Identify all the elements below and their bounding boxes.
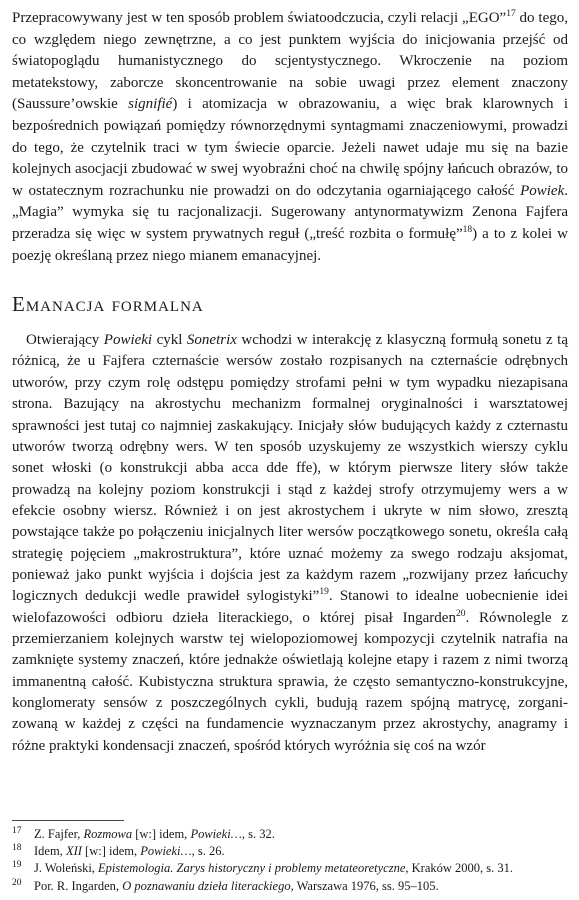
italic-text: Powieki… bbox=[190, 827, 242, 841]
footnote-number: 17 bbox=[12, 826, 22, 836]
italic-text: Epistemologia. Zarys historyczny i problemy metateoretyczne bbox=[98, 861, 406, 876]
footnote-text: Idem, XII [w:] idem, Powieki…, s. 26. bbox=[34, 844, 225, 859]
italic-text: Sonetrix bbox=[186, 332, 237, 349]
footnote-text: Z. Fajfer, Rozmowa [w:] idem, Powieki…, s. 32. bbox=[34, 827, 275, 841]
italic-text: XII bbox=[65, 844, 82, 859]
footnote-number: 19 bbox=[12, 860, 22, 871]
footnote-number: 20 bbox=[12, 877, 22, 888]
footnote-divider bbox=[12, 820, 124, 821]
footnote-ref: 19 bbox=[319, 587, 329, 598]
italic-text: Powiek bbox=[520, 182, 565, 199]
footnote-ref: 20 bbox=[455, 608, 466, 619]
body-paragraph-2: Otwierający Powieki cykl Sonetrix wchodzi w interakcję z klasyczną formułą sonetu z tą różnicą, że u Fajfera czternaście wersów zostało rozpisanych na czternaście odrębnych utworów, przy czym rolę odstępu pomiędzy strofami pełni w tym wypadku niezapisana strona. Bazujący na akrostychu mechanizm formalnej oryginalności i warsztatowej sprawności jest tutaj co najmniej zaskakujący. Inicjały słów budujących każdy z czternastu utworów tworzą odrębny wers. W ten sposób uzyskujemy ze wszystkich wierszy cyklu sonet włoski (o konstrukcji abba acca dde ffe), w którym pierwsze litery słów także prowadzą na kolejny poziom konstrukcji i stąd z każdej strofy otrzymujemy wers a w efekcie osobny wiersz. Również i on jest akrostychem i ukryte w nim słowo, zresztą powstające także po połączeniu inicjalnych liter wersów początkowego sonetu, określa całą strategię pojęciem „makrostruktura”, które uznać możemy za swego rodzaju aksjomat, ponieważ jako punkt wyjścia i dojścia jest za każdym razem „rozwijany przez łańcuchy logicznych dedukcji wedle prawideł sylogistyki”$^{19}$. Stanowi to idealne uobecnienie idei wielofazowości odbioru dzieła literackiego, o której pisał Ingarden$^{20}$. Równolegle z przemierzaniem kolejnych warstw tej wielopoziomowej kompozycji czytelnik natrafia na zamknięte systemy znaczeń, które jednakże oświetlają kolejne etapy i razem z nimi tworzą immanentną całość. Kubistyczna struktura sprawia, że często semantyczno-konstrukcyjne, konglomeraty sensów z poszczególnych cykli, budują razem spójną matrycę, zorganizowaną w każdej z części na fundamencie wyznaczanym przez akrostychy, anagramy i różne praktyki kondensacji znaczeń, spośród których wyróżnia się coś na wzór bbox=[12, 332, 569, 754]
footnote-text: Por. R. Ingarden, O poznawaniu dzieła literackiego, Warszawa 1976, ss. 95–105. bbox=[34, 878, 439, 893]
italic-text: Powieki… bbox=[140, 844, 192, 859]
footnote-item bbox=[12, 860, 568, 877]
footnote-item bbox=[12, 826, 568, 843]
section-heading: Emanacja formalna bbox=[12, 292, 204, 317]
footnote-number: 18 bbox=[12, 843, 22, 854]
footnote-list bbox=[12, 826, 568, 895]
footnote-item bbox=[12, 878, 568, 895]
footnote-item bbox=[12, 843, 568, 860]
footnote-ref: 17 bbox=[506, 9, 516, 19]
italic-text: Powieki bbox=[103, 332, 153, 349]
footnote-ref: 18 bbox=[462, 224, 473, 235]
italic-text: signifié bbox=[128, 96, 173, 113]
body-paragraph-1: Przepracowywany jest w ten sposób problem światoodczucia, czyli relacji „EGO”$^{17}$ do tego, co względem niego zewnętrzne, a co jest punktem wyjścia do inicjowania przejść od światopoglądu humanistycznego do scjentystycznego. Wkroczenie na poziom metatekstowy, zaborcze skoncentrowanie na sobie uwagi przez element znaczony (Saussure’owskie signifié) i atomizacja w obrazowaniu, a więc brak klarownych i bezpośrednich powiązań pomiędzy równorzędnymi syntagmami znaczeniowymi, prowadzi do tego, że czytelnik traci w tym świecie oparcie. Jeżeli nawet udaje mu się na bazie kolejnych asocjacji zbudować w swej wyobraźni choć na chwilę spójny łańcuch obrazów, to w ostatecznym rozrachunku nie prowadzi on do odczytania ogarniającego całość Powiek. „Magia” wymyka się tu racjonalizacji. Sugerowany antynormatywizm Zenona Fajfera przeradza się więc w system prywatnych reguł („treść rozbita o formułę”$^{18}$) a to z kolei w poezję określaną przez niego mianem emanacyjnej. bbox=[12, 9, 568, 264]
page-body bbox=[12, 8, 568, 757]
italic-text: O poznawaniu dzieła literackiego bbox=[122, 878, 291, 893]
footnotes bbox=[12, 820, 568, 895]
footnote-text: J. Woleński, Epistemologia. Zarys historyczny i problemy metateoretyczne, Kraków 2000, s. 31. bbox=[34, 861, 514, 876]
italic-text: Rozmowa bbox=[83, 827, 133, 841]
